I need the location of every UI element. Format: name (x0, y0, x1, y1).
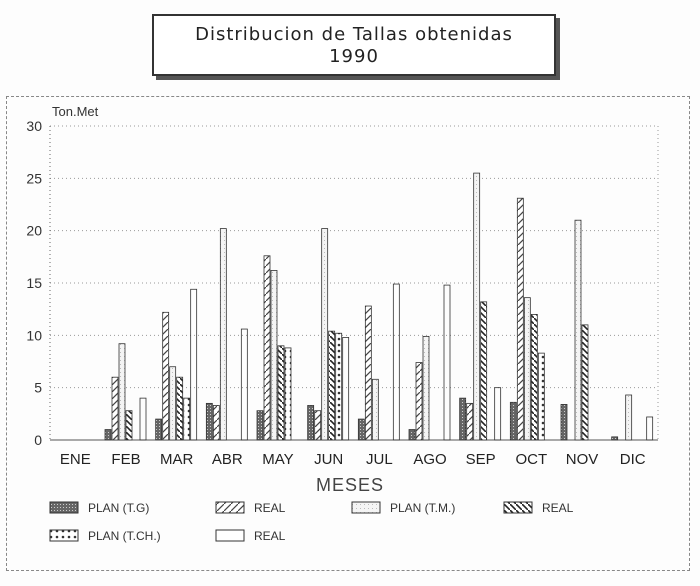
bar (322, 229, 328, 440)
x-tick-label: FEB (111, 451, 141, 468)
bar (561, 404, 567, 440)
bar (163, 312, 169, 440)
bar (220, 229, 226, 440)
legend-label: REAL (254, 529, 286, 543)
x-tick-label: MAY (262, 451, 294, 468)
bar (538, 353, 544, 440)
legend-swatch (352, 502, 380, 513)
legend-label: PLAN (T.G) (88, 501, 150, 515)
bar (336, 333, 342, 440)
bar (365, 306, 371, 440)
legend-label: PLAN (T.CH.) (88, 529, 161, 543)
y-axis-label: Ton.Met (52, 104, 99, 119)
bar (444, 285, 450, 440)
bar (460, 398, 466, 440)
legend-label: REAL (542, 501, 574, 515)
bar (510, 402, 516, 440)
x-tick-label: ABR (211, 451, 243, 468)
bar (467, 403, 473, 440)
bar (191, 289, 197, 440)
bar (612, 437, 618, 440)
bar (156, 419, 162, 440)
bar (329, 331, 335, 440)
bar (647, 417, 653, 440)
legend-swatch (216, 530, 244, 541)
y-tick-label: 30 (26, 118, 42, 134)
bar (343, 337, 349, 440)
bar (264, 256, 270, 440)
y-tick-label: 25 (26, 170, 42, 187)
bar (177, 377, 183, 440)
bar (271, 270, 277, 440)
chart-subtitle-year: 1990 (329, 46, 379, 67)
bar (184, 398, 190, 440)
y-tick-label: 5 (34, 379, 42, 396)
bar (575, 220, 581, 440)
x-tick-label: SEP (465, 451, 496, 468)
x-tick-label: ENE (59, 451, 91, 468)
bar (495, 388, 501, 440)
bar (105, 430, 111, 440)
bar (372, 379, 378, 440)
x-tick-label: NOV (565, 451, 599, 468)
bar (257, 411, 263, 440)
legend-label: PLAN (T.M.) (390, 501, 456, 515)
bar (409, 430, 415, 440)
bar (393, 284, 399, 440)
bar (278, 346, 284, 440)
bar (126, 411, 132, 440)
x-tick-label: AGO (413, 451, 447, 468)
bar (474, 173, 480, 440)
x-tick-label: MAR (159, 451, 194, 468)
x-axis-label: MESES (315, 475, 385, 495)
legend-swatch (504, 502, 532, 513)
bar (285, 348, 291, 440)
bar (170, 367, 176, 440)
bar (524, 298, 530, 440)
bar (308, 405, 314, 440)
y-tick-label: 10 (26, 327, 42, 344)
bar (315, 411, 321, 440)
y-tick-label: 20 (26, 222, 42, 239)
bar (241, 329, 247, 440)
legend-label: REAL (254, 501, 286, 515)
bar (531, 314, 537, 440)
bar (119, 344, 125, 440)
bar (358, 419, 364, 440)
bar (626, 395, 632, 440)
legend-swatch (216, 502, 244, 513)
x-tick-label: OCT (515, 451, 548, 468)
bar (481, 302, 487, 440)
y-tick-label: 0 (34, 432, 42, 448)
bar (213, 405, 219, 440)
bar (517, 198, 523, 440)
y-tick-label: 15 (26, 275, 42, 291)
chart-title: Distribucion de Tallas obtenidas (195, 24, 513, 45)
x-tick-label: JUN (314, 451, 344, 468)
bar (112, 377, 118, 440)
x-tick-label: DIC (619, 451, 646, 468)
x-tick-label: JUL (365, 451, 393, 468)
legend-swatch (50, 530, 78, 541)
bar (140, 398, 146, 440)
legend-swatch (50, 502, 78, 513)
bar (423, 336, 429, 440)
bar (582, 325, 588, 440)
bar (416, 363, 422, 440)
bar (206, 403, 212, 440)
